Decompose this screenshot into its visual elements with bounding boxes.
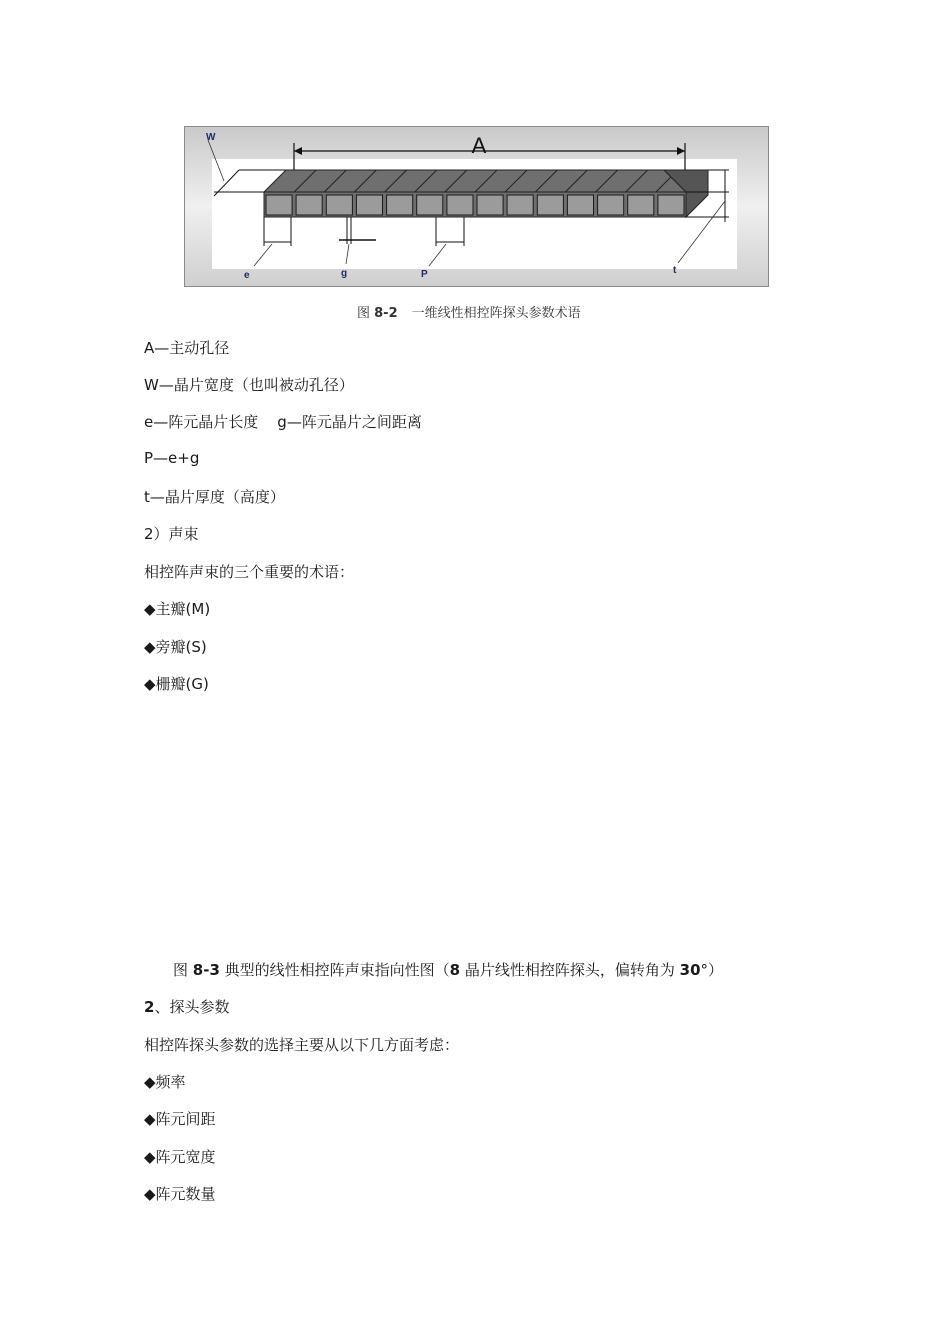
section-2-title: 、探头参数 (154, 998, 230, 1016)
caption-prefix: 图 (357, 306, 375, 321)
caption2-bold2: 30 (679, 961, 701, 979)
bullet-element-count: ◆阵元数量 (144, 1185, 216, 1203)
array-element (296, 195, 322, 215)
section-2-intro: 相控阵探头参数的选择主要从以下几方面考虑： (144, 1036, 460, 1054)
figure-8-3-caption (173, 959, 723, 980)
label-W: W (206, 132, 216, 143)
caption2-bold1: 8 (449, 961, 461, 979)
subheading-beam: 2）声束 (144, 525, 199, 543)
bullet-element-width: ◆阵元宽度 (144, 1148, 216, 1166)
bullet-element-pitch: ◆阵元间距 (144, 1110, 216, 1128)
array-element (598, 195, 624, 215)
array-element (447, 195, 473, 215)
bullet-side-lobe: ◆旁瓣(S) (144, 638, 207, 656)
label-P: P (421, 269, 428, 280)
probe-diagram (184, 126, 769, 287)
caption2-number: 8-3 (192, 961, 220, 979)
probe-terminology-figure (184, 126, 769, 287)
array-element (477, 195, 503, 215)
array-element (507, 195, 533, 215)
array-element (266, 195, 292, 215)
label-e: e (244, 270, 250, 281)
bullet-grating-lobe: ◆栅瓣(G) (144, 675, 209, 693)
term-e-g: e—阵元晶片长度 g—阵元晶片之间距离 (144, 413, 422, 431)
caption2-text2: 晶片线性相控阵探头，偏转角为 (460, 961, 680, 979)
array-element (356, 195, 382, 215)
array-element (658, 195, 684, 215)
term-A: A—主动孔径 (144, 339, 230, 357)
bullet-main-lobe: ◆主瓣(M) (144, 600, 211, 618)
section-2-heading (144, 996, 229, 1017)
caption-text: 一维线性相控阵探头参数术语 (411, 306, 581, 321)
term-P: P—e+g (144, 449, 200, 467)
caption2-text1: 典型的线性相控阵声束指向性图（ (219, 961, 450, 979)
caption2-text3: °） (700, 961, 724, 979)
array-element (628, 195, 654, 215)
term-t: t—晶片厚度（高度） (144, 488, 285, 506)
caption-number: 8-2 (374, 306, 398, 321)
term-W: W—晶片宽度（也叫被动孔径） (144, 376, 354, 394)
caption2-prefix: 图 (173, 961, 193, 979)
array-element (387, 195, 413, 215)
label-A: A (471, 133, 487, 158)
section-2-number: 2 (144, 998, 155, 1016)
label-t: t (673, 265, 677, 276)
figure-8-2-caption (357, 302, 581, 321)
label-g: g (341, 268, 348, 279)
array-element (417, 195, 443, 215)
array-element (537, 195, 563, 215)
array-element (326, 195, 352, 215)
beam-intro: 相控阵声束的三个重要的术语： (144, 563, 355, 581)
bullet-frequency: ◆频率 (144, 1073, 186, 1091)
array-element (567, 195, 593, 215)
